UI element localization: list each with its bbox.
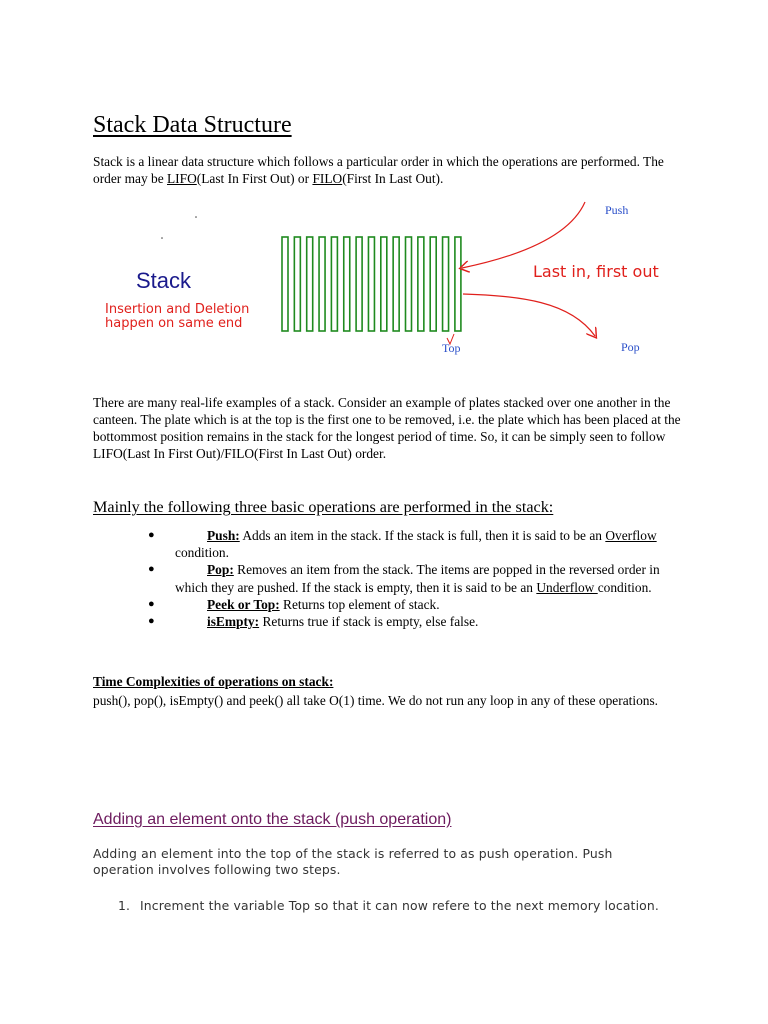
bullet-icon: ● [148, 597, 155, 610]
stack-bar [393, 237, 399, 331]
operation-underlined: Underflow [536, 579, 598, 595]
stack-bar [282, 237, 288, 331]
operation-term: Push: [207, 528, 240, 543]
operation-underlined: Overflow [605, 528, 657, 543]
operation-item-peek [150, 596, 670, 613]
intro-paragraph [93, 153, 693, 187]
push-operation-heading: Adding an element onto the stack (push operation) [93, 811, 452, 828]
operation-term: Peek or Top: [207, 596, 280, 612]
stack-bar [307, 237, 313, 331]
operation-text-end: condition. [175, 545, 229, 561]
bullet-icon: ● [148, 563, 155, 576]
lifo-label: Last in, first out [533, 262, 659, 281]
stack-bar [368, 237, 374, 331]
stack-bar [319, 237, 325, 331]
push-label: Push [605, 203, 629, 217]
operation-item-pop [150, 561, 670, 595]
stack-bar [443, 237, 449, 331]
operation-term: Pop: [207, 562, 234, 578]
push-arrow [462, 202, 585, 268]
pop-arrow [463, 294, 595, 336]
caption-line-2: happen on same end [105, 316, 243, 331]
stack-diagram-svg [100, 196, 700, 366]
step-text: Increment the variable Top so that it can now refere to the next memory location. [140, 898, 659, 913]
push-operation-body: Adding an element into the top of the stack is referred to as push operation. Push operation involves following two steps. [93, 846, 613, 877]
time-complexity-heading: Time Complexities of operations on stack: [93, 674, 334, 689]
operation-text: Adds an item in the stack. If the stack is full, then it is said to be an [239, 528, 606, 543]
stack-bar [294, 237, 300, 331]
intro-text-1: Stack is a linear data structure which follows a particular order in which the operations are performed. The order may be [93, 154, 664, 186]
top-label: Top [442, 341, 461, 355]
stack-bars [282, 237, 461, 331]
lifo-term: LIFO [167, 171, 197, 186]
stack-bar [356, 237, 362, 331]
page-title: Stack Data Structure [93, 112, 292, 138]
operations-list [150, 527, 670, 630]
bullet-icon: ● [148, 529, 155, 541]
stack-bar [344, 237, 350, 331]
stack-bar [430, 237, 436, 331]
caption-line-1: Insertion and Deletion [105, 302, 250, 317]
intro-text-2: (Last In First Out) or [196, 171, 313, 186]
operation-item-push [150, 527, 670, 561]
operation-text: Returns true if stack is empty, else false. [259, 614, 479, 630]
intro-text-3: (First In Last Out). [342, 171, 444, 186]
stack-bar [331, 237, 337, 331]
real-life-paragraph: There are many real-life examples of a stack. Consider an example of plates stacked over one another in the canteen. The plate which is at the top is the first one to be removed, i.e. the plate which has been placed at the bottommost position remains in the stack for the longest period of time. So, it can be simply seen to follow LIFO(Last In First Out)/FILO(First In Last Out) order. [93, 395, 681, 461]
stack-bar [418, 237, 424, 331]
operation-term: isEmpty: [207, 614, 260, 630]
filo-term: FILO [312, 171, 343, 186]
stack-bar [406, 237, 412, 331]
time-complexity-body: push(), pop(), isEmpty() and peek() all take O(1) time. We do not run any loop in any of these operations. [93, 693, 659, 708]
push-step-item [118, 898, 659, 914]
operation-text: Returns top element of stack. [279, 596, 440, 612]
stray-dot [161, 237, 163, 239]
operation-text-end: condition. [597, 579, 652, 595]
stack-diagram [100, 196, 700, 366]
stack-bar [455, 237, 461, 331]
stack-label: Stack [136, 268, 192, 293]
pop-label: Pop [621, 340, 640, 354]
push-steps-list [118, 898, 659, 914]
operation-item-isempty [150, 613, 670, 630]
stack-bar [381, 237, 387, 331]
bullet-icon: ● [148, 615, 155, 628]
operation-text: Removes an item from the stack. The items are popped in the reversed order in which they are pushed. If the stack is empty, then it is said to be an [175, 562, 660, 595]
step-number: 1. [118, 898, 131, 913]
stray-dot [195, 216, 197, 218]
operations-heading: Mainly the following three basic operations are performed in the stack: [93, 498, 554, 516]
